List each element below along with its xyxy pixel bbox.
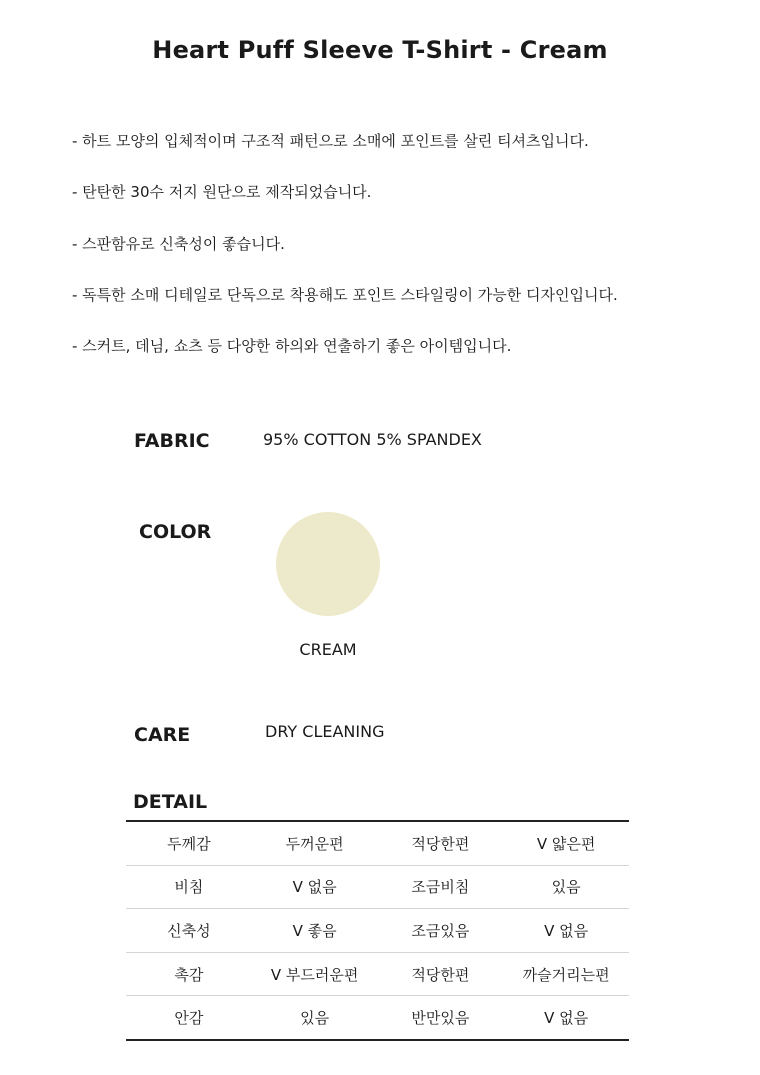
product-title: Heart Puff Sleeve T-Shirt - Cream	[152, 36, 608, 64]
table-cell: 두께감	[167, 834, 211, 853]
table-cell: V 없음	[544, 1009, 589, 1028]
fabric-label: FABRIC	[134, 430, 210, 452]
detail-label: DETAIL	[133, 791, 208, 813]
table-cell: V 없음	[292, 878, 337, 897]
color-swatch	[276, 512, 380, 616]
description-line: - 독특한 소매 디테일로 단독으로 착용해도 포인트 스타일링이 가능한 디자인입니다.	[72, 285, 618, 304]
fabric-value: 95% COTTON 5% SPANDEX	[263, 430, 482, 449]
table-row	[126, 909, 629, 953]
table-cell: 적당한편	[411, 965, 470, 984]
care-label: CARE	[134, 724, 191, 746]
table-cell: V 부드러운편	[270, 965, 359, 984]
description-line: - 탄탄한 30수 저지 원단으로 제작되었습니다.	[72, 183, 372, 202]
table-cell: V 좋음	[292, 921, 337, 940]
table-cell: 적당한편	[411, 834, 470, 853]
table-cell: 있음	[300, 1009, 330, 1028]
table-row	[126, 953, 629, 997]
table-cell: 두꺼운편	[285, 834, 344, 853]
table-cell: 조금있음	[411, 921, 470, 940]
color-label: COLOR	[139, 521, 212, 543]
table-cell: 촉감	[174, 965, 204, 984]
table-row	[126, 822, 629, 866]
table-cell: V 없음	[544, 921, 589, 940]
care-value: DRY CLEANING	[265, 722, 385, 741]
table-cell: 조금비침	[411, 878, 470, 897]
description-line: - 하트 모양의 입체적이며 구조적 패턴으로 소매에 포인트를 살린 티셔츠입니다.	[72, 132, 589, 150]
table-row	[126, 996, 629, 1039]
detail-table	[126, 820, 629, 1041]
table-row	[126, 866, 629, 910]
table-cell: 안감	[174, 1009, 204, 1028]
description-list	[72, 131, 732, 387]
table-cell: V 얇은편	[536, 834, 596, 853]
table-cell: 비침	[174, 878, 204, 897]
table-cell: 있음	[551, 878, 581, 897]
color-name: CREAM	[299, 640, 357, 659]
table-cell: 까슬거리는편	[522, 965, 610, 984]
description-line: - 스판함유로 신축성이 좋습니다.	[72, 234, 285, 253]
table-cell: 신축성	[167, 921, 211, 940]
table-cell: 반만있음	[411, 1009, 470, 1028]
description-line: - 스커트, 데님, 쇼츠 등 다양한 하의와 연출하기 좋은 아이템입니다.	[72, 337, 512, 356]
